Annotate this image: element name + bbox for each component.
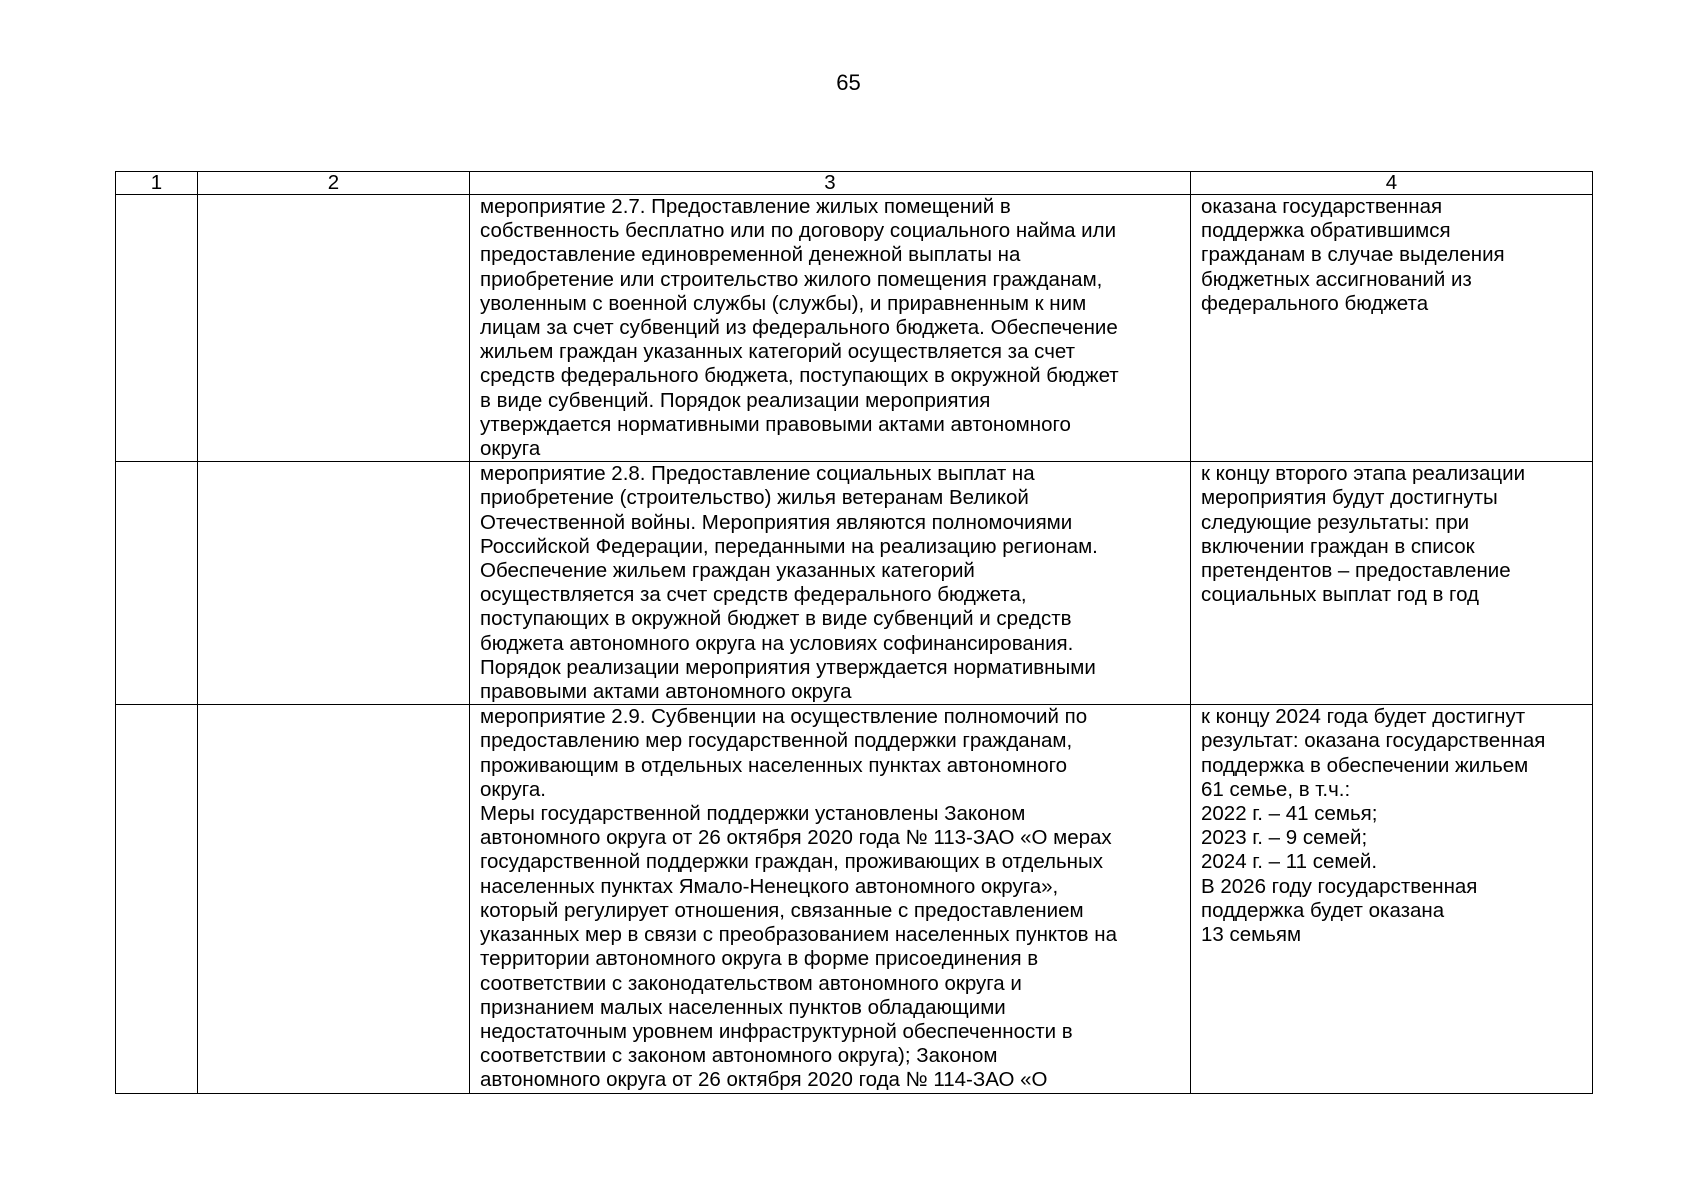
measure-description-2-9: мероприятие 2.9. Субвенции на осуществление полномочий по предоставлению мер государственной поддержки гражданам, проживающим в отдельных населенных пунктах автономного округа. Меры государственной поддержки установлены Законом автономного округа от 26 октября 2020 года № 113-ЗАО «О мерах государственной поддержки граждан, проживающих в отдельных населенных пунктах Ямало-Ненецкого автономного округа», который регулирует отношения, связанные с предоставлением указанных мер в связи с преобразованием населенных пунктов на территории автономного округа в форме присоединения в соответствии с законодательством автономного округа и признанием малых населенных пунктов обладающими недостаточным уровнем инфраструктурной обеспеченности в соответствии с законом автономного округа); Законом автономного округа от 26 октября 2020 года № 114-ЗАО «О (470, 705, 1191, 1093)
measure-result-2-7: оказана государственная поддержка обратившимся гражданам в случае выделения бюджетных ассигнований из федерального бюджета (1191, 195, 1593, 462)
page-number: 65 (836, 70, 861, 95)
column-header-1: 1 (116, 172, 198, 195)
table-cell-col1 (116, 195, 198, 462)
measure-description-2-7: мероприятие 2.7. Предоставление жилых помещений в собственность бесплатно или по договору социального найма или предоставление единовременной денежной выплаты на приобретение или строительство жилого помещения гражданам, уволенным с военной службы (службы), и приравненным к ним лицам за счет субвенций из федерального бюджета. Обеспечение жильем граждан указанных категорий осуществляется за счет средств федерального бюджета, поступающих в окружной бюджет в виде субвенций. Порядок реализации мероприятия утверждается нормативными правовыми актами автономного округа (470, 195, 1191, 462)
table-cell-col2 (198, 195, 470, 462)
measures-table (115, 171, 1593, 1094)
table-header-row (116, 172, 1593, 195)
table-row (116, 705, 1593, 1093)
table-cell-col2 (198, 705, 470, 1093)
table-cell-col1 (116, 705, 198, 1093)
column-header-2: 2 (198, 172, 470, 195)
table-row (116, 462, 1593, 705)
table-cell-col2 (198, 462, 470, 705)
column-header-4: 4 (1191, 172, 1593, 195)
measure-description-2-8: мероприятие 2.8. Предоставление социальных выплат на приобретение (строительство) жилья ветеранам Великой Отечественной войны. Мероприятия являются полномочиями Российской Федерации, переданными на реализацию регионам. Обеспечение жильем граждан указанных категорий осуществляется за счет средств федерального бюджета, поступающих в окружной бюджет в виде субвенций и средств бюджета автономного округа на условиях софинансирования. Порядок реализации мероприятия утверждается нормативными правовыми актами автономного округа (470, 462, 1191, 705)
measure-result-2-9: к концу 2024 года будет достигнут результат: оказана государственная поддержка в обеспечении жильем 61 семье, в т.ч.: 2022 г. – 41 семья; 2023 г. – 9 семей; 2024 г. – 11 семей. В 2026 году государственная поддержка будет оказана 13 семьям (1191, 705, 1593, 1093)
measure-result-2-8: к концу второго этапа реализации мероприятия будут достигнуты следующие результаты: при включении граждан в список претендентов – предоставление социальных выплат год в год (1191, 462, 1593, 705)
table-cell-col1 (116, 462, 198, 705)
column-header-3: 3 (470, 172, 1191, 195)
table-row (116, 195, 1593, 462)
